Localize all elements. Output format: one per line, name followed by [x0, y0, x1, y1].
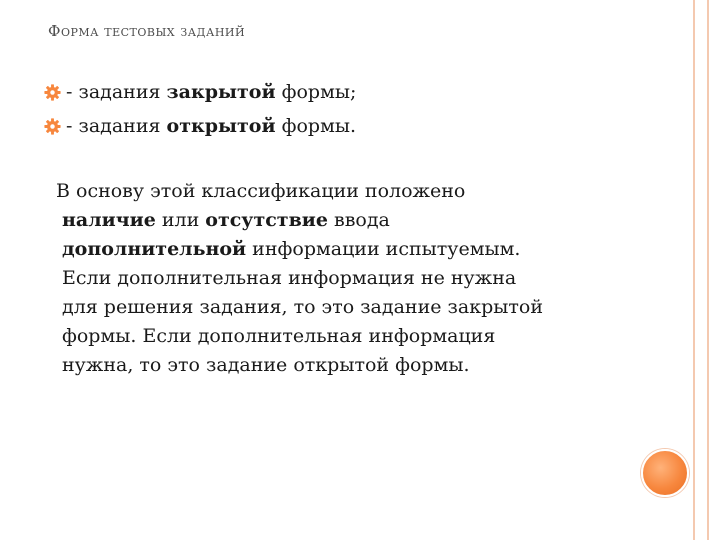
bullet-text: - задания открытой формы.	[66, 115, 357, 137]
paragraph-line: дополнительной информации испытуемым.	[62, 238, 521, 260]
bullet-list	[44, 75, 356, 143]
paragraph-line: В основу этой классификации положено	[56, 180, 466, 202]
bullet-item	[44, 75, 356, 109]
decorative-rail-line	[707, 0, 709, 540]
paragraph-line: нужна, то это задание открытой формы.	[62, 354, 470, 376]
bullet-text: - задания закрытой формы;	[66, 81, 357, 103]
paragraph-line: для решения задания, то это задание закрытой	[62, 296, 543, 318]
decorative-rail-line	[693, 0, 695, 540]
gear-icon	[44, 118, 61, 135]
slide-title: Форма тестовых заданий	[48, 22, 246, 40]
paragraph-line: наличие или отсутствие ввода	[62, 209, 390, 231]
decorative-circle	[641, 449, 689, 497]
body-paragraph	[56, 177, 632, 380]
bullet-item	[44, 109, 356, 143]
paragraph-line: Если дополнительная информация не нужна	[62, 267, 517, 289]
gear-icon	[44, 84, 61, 101]
paragraph-line: формы. Если дополнительная информация	[62, 325, 496, 347]
